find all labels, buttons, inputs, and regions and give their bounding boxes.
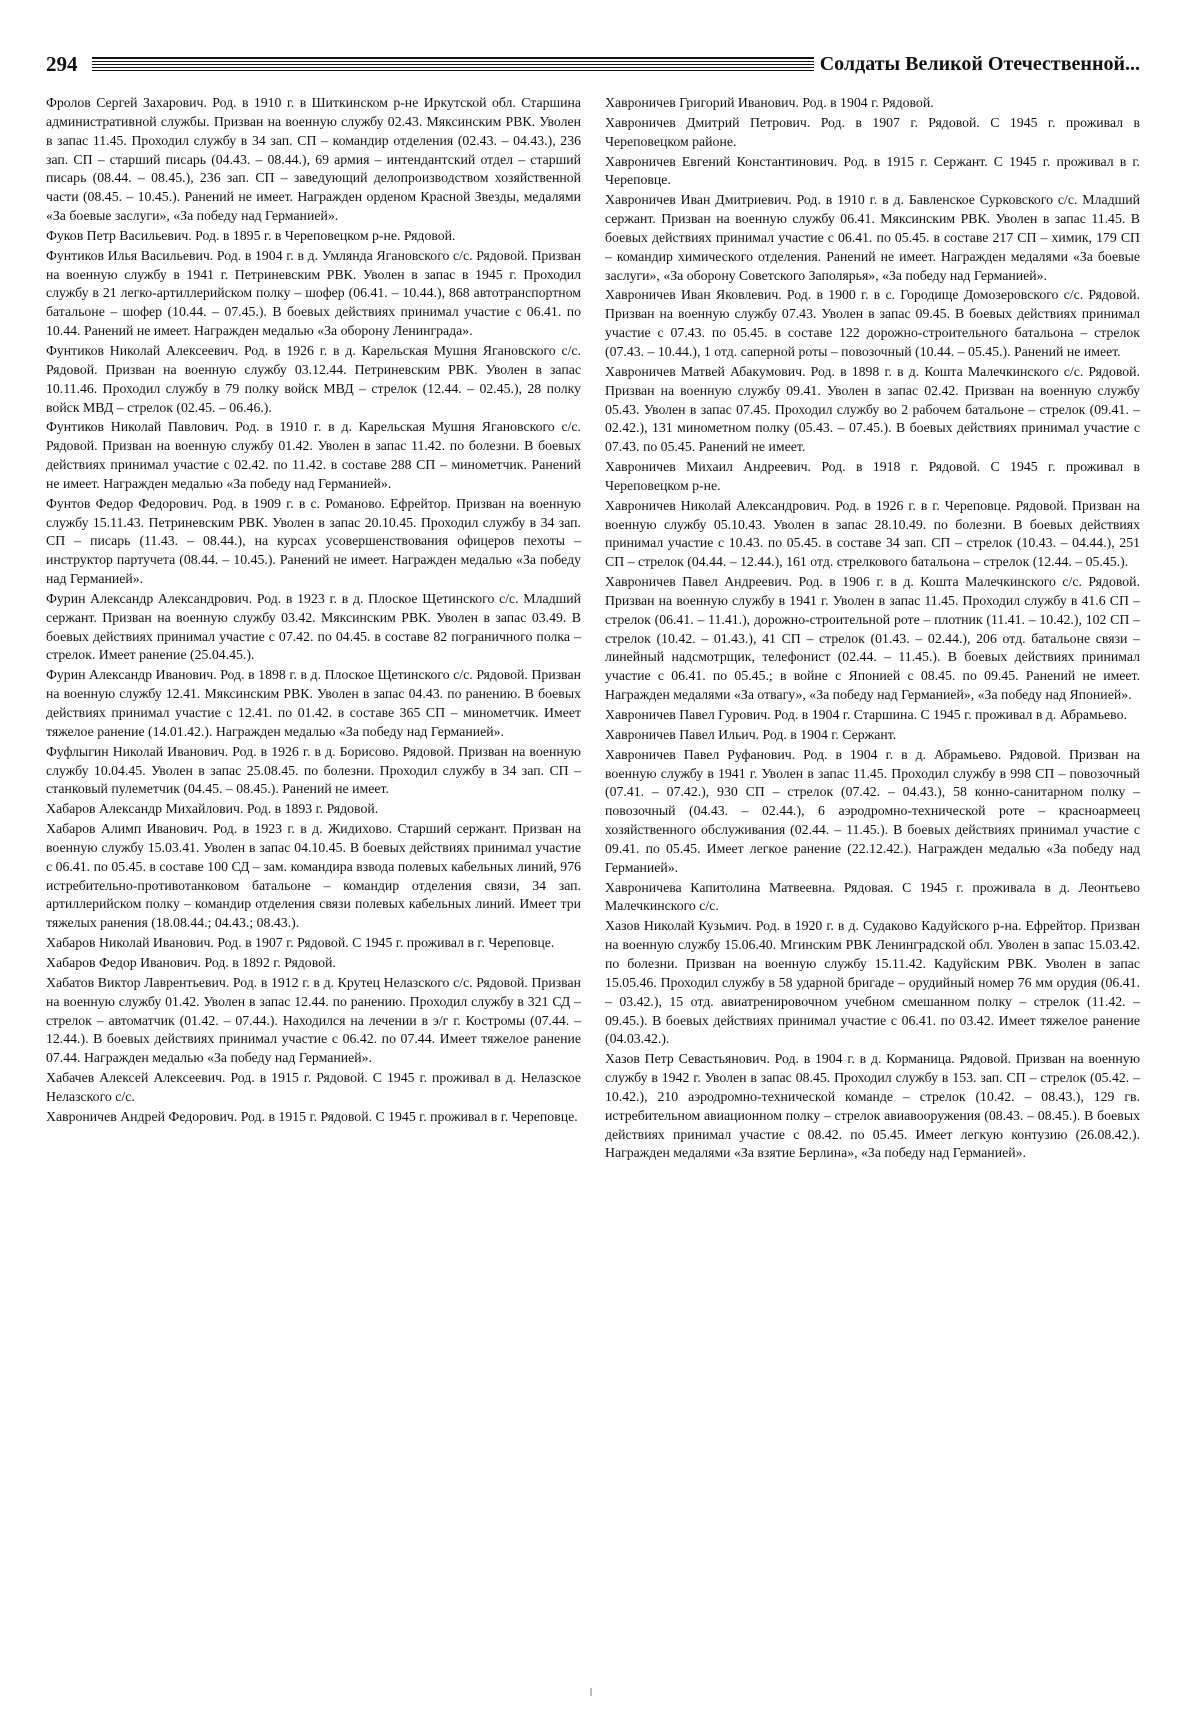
page-header: [46, 44, 1140, 84]
biography-entry: Хавроничев Николай Александрович. Род. в 1926 г. в г. Череповце. Рядовой. Призван на военную службу 05.10.43. Уволен в запас 28.10.49. по болезни. В боевых действиях принимал участие с 10.43. по 05.45. в составе 34 зап. СП – стрелок (10.43. – 04.44.), 251 СП – стрелок (04.44. – 12.44.), 161 отд. стрелкового батальона – стрелок (12.44. – 05.45.).: [605, 497, 1140, 570]
biography-entry: Хавроничев Павел Ильич. Род. в 1904 г. Сержант.: [605, 726, 897, 742]
text-columns: [46, 94, 1140, 1654]
biography-entry: Хавроничев Матвей Абакумович. Род. в 1898 г. в д. Кошта Малечкинского с/с. Рядовой. Призван на военную службу 09.41. Уволен в запас 02.42. Призван на военную службу 05.43. Уволен в запас 07.45. Проходил службу во 2 рабочем батальоне – стрелок (09.41. – 02.42.), 131 минометном полку (05.43. – 07.45.). В боевых действиях принимал участие с 07.43. по 05.45. Ранений не имеет.: [605, 363, 1140, 455]
biography-entry: Хавроничев Павел Андреевич. Род. в 1906 г. в д. Кошта Малечкинского с/с. Рядовой. Призван на военную службу в 1941 г. Уволен в запас 11.45. Проходил службу в 41.6 СП – стрелок (06.41. – 11.41.), дорожно-строительной роте – плотник (11.41. – 10.42.), 102 СП – стрелок (10.42. – 01.43.), 41 СП – стрелок (01.43. – 02.44.), 206 отд. батальоне связи – линейный надсмотрщик, телефонист (02.44. – 11.45.). В боевых действиях принимал участие с 06.41. по 05.45.; в войне с Японией с 08.45. по 09.45. Ранений не имеет. Награжден медалями «За отвагу», «За победу над Германией», «За победу над Японией».: [605, 574, 1140, 703]
biography-entry: Хавроничев Евгений Константинович. Род. в 1915 г. Сержант. С 1945 г. проживал в г. Череповце.: [605, 153, 1140, 188]
scan-mark: [590, 1688, 592, 1696]
biography-entry: Фунтиков Николай Павлович. Род. в 1910 г. в д. Карельская Мушня Ягановского с/с. Рядовой. Призван на военную службу 01.42. Уволен в запас 11.42. по болезни. В боевых действиях принимал участие с 02.42. по 11.42. в составе 288 СП – минометчик. Ранений не имеет. Награжден медалью «За победу над Германией».: [46, 419, 581, 491]
biography-entry: Хавроничев Иван Дмитриевич. Род. в 1910 г. в д. Бавленское Сурковского с/с. Младший сержант. Призван на военную службу 06.41. Мяксинским РВК. Уволен в запас 11.45. В боевых действиях принимал участие с 06.41. по 05.45. в составе 217 СП – химик, 179 СП – командир химического отделения. Ранений не имеет. Награжден медалями «За боевые заслуги», «За оборону Советского Заполярья», «За победу над Германией».: [605, 192, 1140, 283]
biography-entry: Хабаров Федор Иванович. Род. в 1892 г. Рядовой.: [46, 954, 336, 970]
biography-entry: Фролов Сергей Захарович. Род. в 1910 г. в Шиткинском р-не Иркутской обл. Старшина административной службы. Призван на военную службу 02.43. Мяксинским РВК. Уволен в запас 11.45. Проходил службу в 34 зап. СП – командир отделения (02.43. – 04.43.), 236 зап. СП – старший писарь (04.43. – 08.44.), 69 армия – интендантский отдел – старший писарь (08.44. – 08.45.), 236 зап. СП – заведующий делопроизводством хозяйственной части (08.45. – 10.45.). Ранений не имеет. Награжден орденом Красной Звезды, медалями «За боевые заслуги», «За победу над Германией».: [46, 95, 581, 224]
biography-entry: Хабачев Алексей Алексеевич. Род. в 1915 г. Рядовой. С 1945 г. проживал в д. Нелазское Нелазского с/с.: [46, 1070, 581, 1104]
biography-entry: Фуфлыгин Николай Иванович. Род. в 1926 г. в д. Борисово. Рядовой. Призван на военную службу 10.04.45. Уволен в запас 25.08.45. по болезни. Проходил службу в 34 зап. СП – станковый пулеметчик (04.45. – 08.45.). Ранений не имеет.: [46, 743, 581, 797]
biography-entry: Хазов Николай Кузьмич. Род. в 1920 г. в д. Судаково Кадуйского р-на. Ефрейтор. Призван на военную службу 15.06.40. Мгинским РВК Ленинградской обл. Уволен в запас 15.03.42. по болезни. Призван на военную службу 15.11.42. Кадуйским РВК. Уволен в запас 15.05.46. Проходил службу в 58 ударной бригаде – орудийный номер 76 мм орудия (06.41. – 03.42.), 15 отд. авиатренировочном учебном смешанном полку – стрелок (11.42. – 09.45.). В боевых действиях принимал участие с 06.41. по 03.42. Имеет тяжелое ранение (04.03.42.).: [605, 918, 1140, 1047]
biography-entry: Хавроничев Григорий Иванович. Род. в 1904 г. Рядовой.: [605, 95, 934, 110]
biography-entry: Хавроничева Капитолина Матвеевна. Рядовая. С 1945 г. проживала в д. Леонтьево Малечкинского с/с.: [605, 879, 1140, 914]
biography-entry: Хабатов Виктор Лаврентьевич. Род. в 1912 г. в д. Крутец Нелазского с/с. Рядовой. Призван на военную службу 01.42. Уволен в запас 12.44. по ранению. Проходил службу в 321 СД – стрелок – автоматчик (01.42. – 07.44.). Находился на лечении в э/г г. Костромы (07.44. – 12.44.). В боевых действиях принимал участие с 06.42. по 07.44. Имеет тяжелое ранение 07.44. Награжден медалью «За победу над Германией».: [46, 974, 581, 1066]
biography-entry: Хабаров Алимп Иванович. Род. в 1923 г. в д. Жидихово. Старший сержант. Призван на военную службу 15.03.41. Уволен в запас 04.10.45. В боевых действиях принимал участие с 06.41. по 05.45. в составе 100 СД – зам. командира взвода полевых кабельных линий, 976 истребительно-противотанковом батальоне – командир отделения связи, 34 зап. артиллерийском полку – командир отделения связи полевых кабельных линий. Имеет три тяжелых ранения (18.08.44.; 04.43.; 08.43.).: [46, 821, 581, 931]
running-title: Солдаты Великой Отечественной...: [819, 52, 1140, 75]
biography-entry: Хавроничев Иван Яковлевич. Род. в 1900 г. в с. Городище Домозеровского с/с. Рядовой. Призван на военную службу 07.43. Уволен в запас 09.45. В боевых действиях принимал участие с 07.43. по 05.45. в составе 122 дорожно-строительного батальона – стрелок (07.43. – 10.44.), 1 отд. саперной роты – повозочный (10.44. – 05.45.). Ранений не имеет.: [605, 287, 1140, 359]
left-column: [46, 94, 581, 1654]
biography-entry: Хавроничев Павел Руфанович. Род. в 1904 г. в д. Абрамьево. Рядовой. Призван на военную службу в 1941 г. Уволен в запас 11.45. Проходил службу в 998 СП – повозочный (07.41. – 07.42.), 930 СП – стрелок (07.42. – 04.43.), 58 конно-санитарном полку – повозочный (04.43. – 02.44.), 6 аэродромно-технической роте – красноармеец хозяйственного обслуживания (02.44. – 11.45.). В боевых действиях принимал участие с 09.41. по 05.45. Имеет легкое ранение (22.12.42.). Награжден медалью «За победу над Германией».: [605, 746, 1140, 875]
biography-entry: Хавроничев Михаил Андреевич. Род. в 1918 г. Рядовой. С 1945 г. проживал в Череповецком р-не.: [605, 459, 1140, 493]
biography-entry: Фурин Александр Александрович. Род. в 1923 г. в д. Плоское Щетинского с/с. Младший сержант. Призван на военную службу 03.42. Мяксинским РВК. Уволен в запас 03.49. В боевых действиях принимал участие с 07.42. по 04.45. в составе 82 пограничного полка – стрелок. Имеет ранение (25.04.45.).: [46, 590, 581, 663]
biography-entry: Хавроничев Павел Гурович. Род. в 1904 г. Старшина. С 1945 г. проживал в д. Абрамьево.: [605, 707, 1127, 722]
page-number: 294: [46, 51, 78, 76]
header-rule: [92, 57, 814, 71]
biography-entry: Фунтов Федор Федорович. Род. в 1909 г. в с. Романово. Ефрейтор. Призван на военную службу 15.11.43. Петриневским РВК. Уволен в запас 20.10.45. Проходил службу в 34 зап. СП – писарь (11.43. – 08.44.), на курсах усовершенствования офицеров пехоты – инструктор партучета (08.44. – 10.45.). Ранений не имеет. Награжден медалью «За победу над Германией».: [46, 495, 581, 587]
biography-entry: Фуков Петр Васильевич. Род. в 1895 г. в Череповецком р-не. Рядовой.: [46, 227, 456, 243]
biography-entry: Фунтиков Николай Алексеевич. Род. в 1926 г. в д. Карельская Мушня Ягановского с/с. Рядовой. Призван на военную службу 03.12.44. Петриневским РВК. Уволен в запас 10.11.46. Проходил службу в 79 полку войск МВД – стрелок (12.44. – 02.45.), 28 полку войск МВД – стрелок (02.45. – 06.46.).: [46, 342, 581, 415]
biography-entry: Хабаров Александр Михайлович. Род. в 1893 г. Рядовой.: [46, 801, 379, 817]
biography-entry: Хавроничев Андрей Федорович. Род. в 1915 г. Рядовой. С 1945 г. проживал в г. Череповце.: [46, 1108, 578, 1124]
biography-entry: Хазов Петр Севастьянович. Род. в 1904 г. в д. Корманица. Рядовой. Призван на военную службу в 1942 г. Уволен в запас 08.45. Проходил службу в 153. зап. СП – стрелок (05.42. – 10.42.), 210 аэродромно-технической команде – стрелок (10.42. – 08.43.), 129 гв. истребительном авиационном полку – стрелок авиавооружения (08.43. – 08.45.). В боевых действиях принимал участие с 08.42. по 05.45. Имеет легкую контузию (26.08.42.). Награжден медалями «За взятие Берлина», «За победу над Германией».: [605, 1051, 1140, 1161]
biography-entry: Хавроничев Дмитрий Петрович. Род. в 1907 г. Рядовой. С 1945 г. проживал в Череповецком районе.: [605, 114, 1140, 149]
right-column: [605, 94, 1140, 1654]
biography-entry: Хабаров Николай Иванович. Род. в 1907 г. Рядовой. С 1945 г. проживал в г. Череповце.: [46, 935, 555, 951]
biography-entry: Фурин Александр Иванович. Род. в 1898 г. в д. Плоское Щетинского с/с. Рядовой. Призван на военную службу 12.41. Мяксинским РВК. Уволен в запас 04.43. по ранению. В боевых действиях принимал участие с 12.41. по 01.42. в составе 365 СП – минометчик. Имеет тяжелое ранение (14.01.42.). Награжден медалью «За победу над Германией».: [46, 667, 581, 739]
biography-entry: Фунтиков Илья Васильевич. Род. в 1904 г. в д. Умлянда Ягановского с/с. Рядовой. Призван на военную службу в 1941 г. Петриневским РВК. Уволен в запас в 1945 г. Проходил службу в 21 легко-артиллерийском полку – шофер (06.41. – 10.44.), 868 автотранспортном батальоне – шофер (10.44. – 07.45.). В боевых действиях принимал участие с 06.41. по 10.44. Ранений не имеет. Награжден медалью «За оборону Ленинграда».: [46, 247, 581, 339]
